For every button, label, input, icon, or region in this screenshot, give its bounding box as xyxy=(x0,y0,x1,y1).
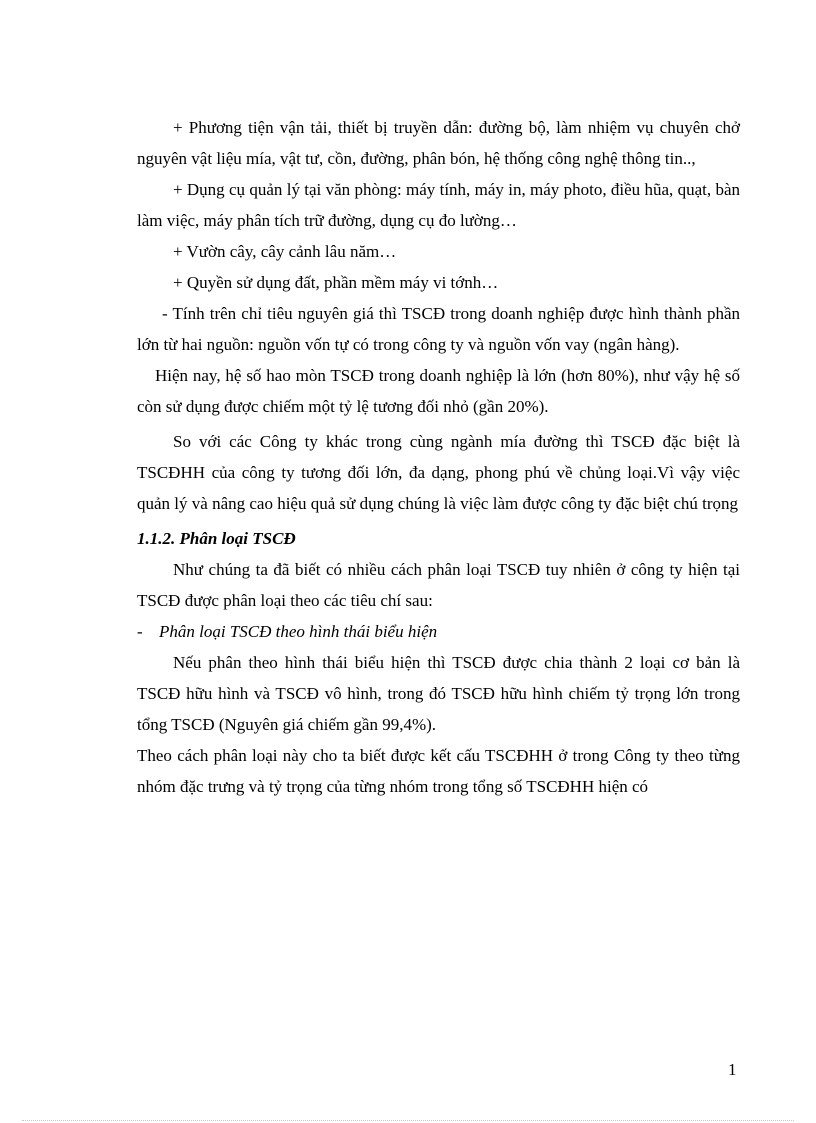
section-heading: 1.1.2. Phân loại TSCĐ xyxy=(137,529,296,548)
dash-marker: - xyxy=(137,622,143,641)
footer-divider xyxy=(22,1120,794,1121)
paragraph-perennial-plants: + Vườn cây, cây cảnh lâu năm… xyxy=(173,242,397,261)
document-body xyxy=(137,112,740,802)
page-number: 1 xyxy=(728,1060,737,1079)
paragraph-comparison: So với các Công ty khác trong cùng ngành mía đường thì TSCĐ đặc biệt là TSCĐHH của công ty tương đối lớn, đa dạng, phong phú về chủng loại.Vì vậy việc quản lý và nâng cao hiệu quả sử dụng chúng là việc làm được công ty đặc biệt chú trọng xyxy=(137,432,740,513)
criterion-label: Phân loại TSCĐ theo hình thái biểu hiện xyxy=(159,622,438,641)
paragraph-land-use-rights: + Quyền sử dụng đất, phần mềm máy vi tớnh… xyxy=(173,273,499,292)
paragraph-transport-equipment: + Phương tiện vận tải, thiết bị truyền dẫn: đường bộ, làm nhiệm vụ chuyên chở nguyên vật liệu mía, vật tư, cồn, đường, phân bón, hệ thống công nghệ thông tin.., xyxy=(137,118,740,168)
paragraph-closing: Theo cách phân loại này cho ta biết được kết cấu TSCĐHH ở trong Công ty theo từng nhóm đặc trưng và tỷ trọng của từng nhóm trong tổng số TSCĐHH hiện có xyxy=(137,746,740,796)
paragraph-office-tools: + Dụng cụ quản lý tại văn phòng: máy tính, máy in, máy photo, điều hũa, quạt, bàn làm việc, máy phân tích trữ đường, dụng cụ đo lường… xyxy=(137,180,740,230)
criterion-item xyxy=(137,616,740,647)
paragraph-depreciation: Hiện nay, hệ số hao mòn TSCĐ trong doanh nghiệp là lớn (hơn 80%), như vậy hệ số còn sử dụng được chiếm một tỷ lệ tương đối nhỏ (gần 20%). xyxy=(137,366,740,416)
paragraph-section-intro: Như chúng ta đã biết có nhiều cách phân loại TSCĐ tuy nhiên ở công ty hiện tại TSCĐ được phân loại theo các tiêu chí sau: xyxy=(137,560,740,610)
paragraph-capital-sources: - Tính trên chỉ tiêu nguyên giá thì TSCĐ trong doanh nghiệp được hình thành phần lớn từ hai nguồn: nguồn vốn tự có trong công ty và nguồn vốn vay (ngân hàng). xyxy=(137,304,740,354)
paragraph-criterion-body: Nếu phân theo hình thái biểu hiện thì TSCĐ được chia thành 2 loại cơ bản là TSCĐ hữu hình và TSCĐ vô hình, trong đó TSCĐ hữu hình chiếm tỷ trọng lớn trong tổng TSCĐ (Nguyên giá chiếm gần 99,4%). xyxy=(137,653,740,734)
